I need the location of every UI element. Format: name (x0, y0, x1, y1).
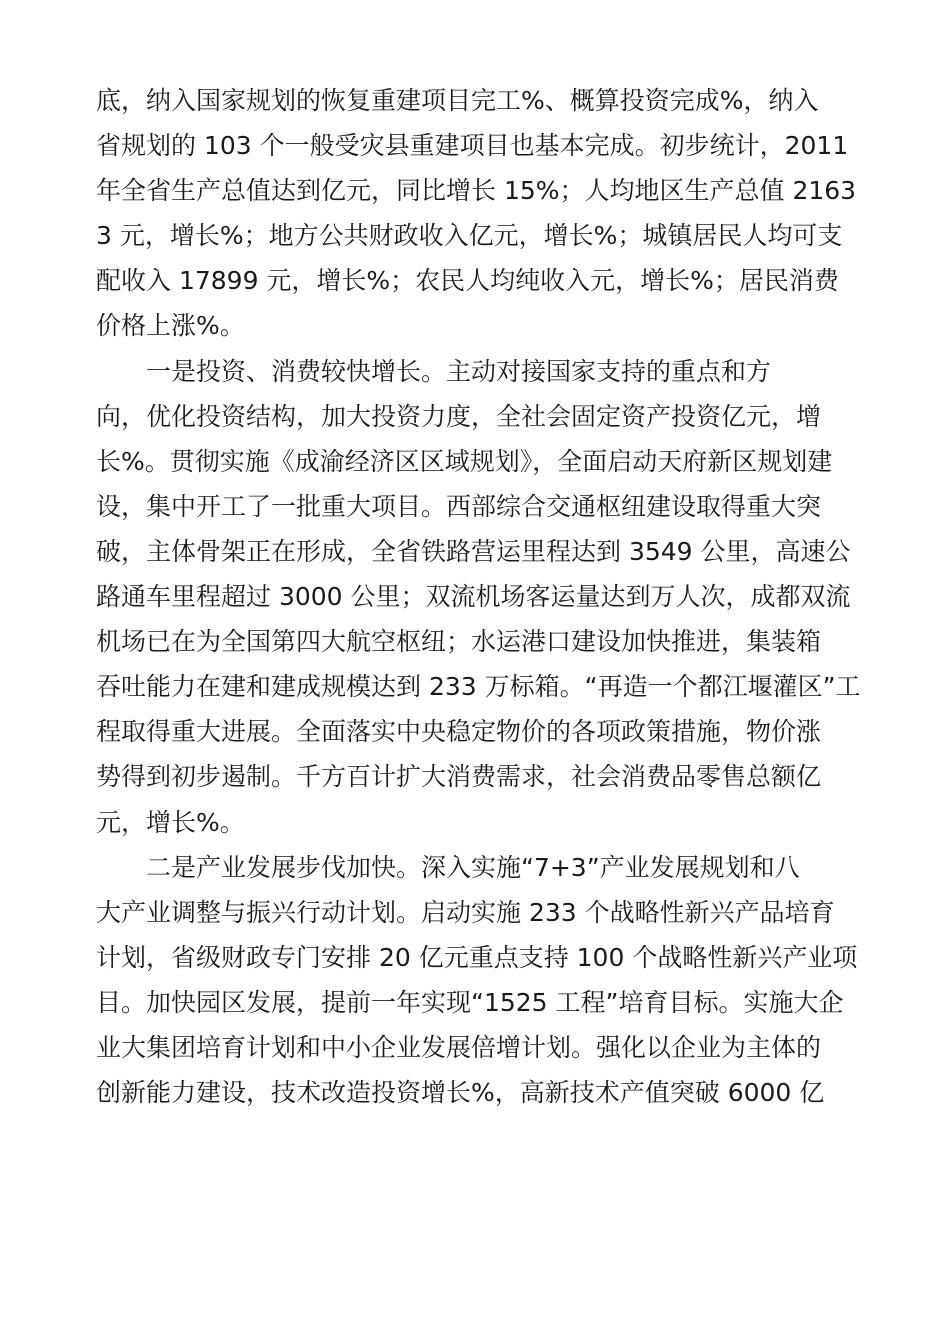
text-line: 年全省生产总值达到亿元，同比增长 15%；人均地区生产总值 2163 (96, 176, 857, 206)
text-line: 二是产业发展步伐加快。深入实施“7+3”产业发展规划和八 (96, 852, 800, 882)
text-line: 省规划的 103 个一般受灾县重建项目也基本完成。初步统计，2011 (96, 131, 849, 161)
text-line: 机场已在为全国第四大航空枢纽；水运港口建设加快推进，集装箱 (96, 627, 822, 657)
text-line: 向，优化投资结构，加大投资力度，全社会固定资产投资亿元，增 (96, 401, 822, 431)
text-line: 价格上涨%。 (96, 311, 245, 341)
text-line: 长%。贯彻实施《成渝经济区区域规划》，全面启动天府新区规划建 (96, 446, 833, 476)
text-line: 程取得重大进展。全面落实中央稳定物价的各项政策措施，物价涨 (96, 717, 822, 747)
text-line: 吞吐能力在建和建成规模达到 233 万标箱。“再造一个都江堰灌区”工 (96, 672, 861, 702)
text-line: 底，纳入国家规划的恢复重建项目完工%、概算投资完成%，纳入 (96, 86, 819, 115)
text-line: 一是投资、消费较快增长。主动对接国家支持的重点和方 (96, 356, 772, 386)
text-line: 配收入 17899 元，增长%；农民人均纯收入元，增长%；居民消费 (96, 266, 839, 296)
text-line: 大产业调整与振兴行动计划。启动实施 233 个战略性新兴产品培育 (96, 897, 835, 927)
text-line: 计划，省级财政专门安排 20 亿元重点支持 100 个战略性新兴产业项 (96, 942, 858, 972)
text-line: 创新能力建设，技术改造投资增长%，高新技术产值突破 6000 亿 (96, 1078, 825, 1108)
text-line: 势得到初步遏制。千方百计扩大消费需求，社会消费品零售总额亿 (96, 762, 822, 792)
text-line: 设，集中开工了一批重大项目。西部综合交通枢纽建设取得重大突 (96, 491, 822, 521)
text-line: 业大集团培育计划和中小企业发展倍增计划。强化以企业为主体的 (96, 1032, 822, 1062)
text-line: 路通车里程超过 3000 公里；双流机场客运量达到万人次，成都双流 (96, 582, 851, 612)
text-line: 3 元，增长%；地方公共财政收入亿元，增长%；城镇居民人均可支 (96, 221, 843, 251)
text-line: 目。加快园区发展，提前一年实现“1525 工程”培育目标。实施大企 (96, 987, 844, 1017)
body-text (96, 78, 866, 1115)
text-line: 破，主体骨架正在形成，全省铁路营运里程达到 3549 公里，高速公 (96, 536, 851, 566)
text-line: 元，增长%。 (96, 807, 245, 837)
